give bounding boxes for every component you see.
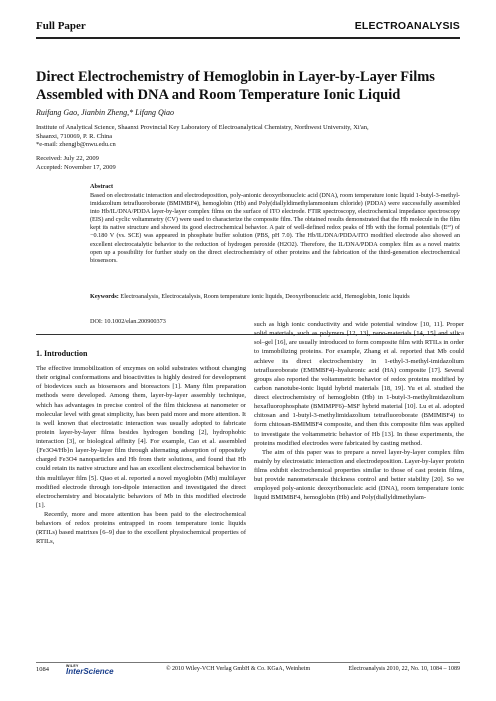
section-heading-introduction: 1. Introduction <box>36 349 88 358</box>
journal-name-label: ELECTROANALYSIS <box>354 20 460 32</box>
paragraph: Recently, more and more attention has been paid to the electrochemical behaviors of redox proteins entrapped in room temperature ionic liquids (RTILs) based matrixes [6–9] due to the excellent physiochemical properties of RTILs, <box>36 511 246 546</box>
abstract-text: Based on electrostatic interaction and electrodeposition, poly-anionic deoxyribonucleic acid (DNA), room temperature ionic liquid 1-butyl-3-methyl-imidazolium tetrafluoroborate (BMIMBF4), hemoglobin (Hb) and Poly(diallyldimethylammonium chloride) (PDDA) were successfully assembled into Hb/IL/DNA/PDDA layer-by-layer complex films on the surface of ITO electrode. FTIR spectroscopy, electrochemical impedance spectroscopy (EIS) and cyclic voltammetry (CV) were used to characterize the composite film. The obtained results demonstrated that the Hb molecule in the film kept its native structure and showed its good electrochemical behavior. A pair of well-defined redox peaks of Hb with the formal potentials (E°') of −0.180 V (vs. SCE) was appeared in phosphate buffer solution (PBS, pH 7.0). The Hb/IL/DNA/PDDA/ITO modified electrode also showed an excellent electrocatalytic behavior to the reduction of hydrogen peroxide (H2O2). Therefore, the IL/DNA/PDDA complex film as a novel matrix open up a possibility for further study on the direct electrochemistry of other proteins and the fabrication of the third-generation electrochemical biosensors. <box>90 192 460 264</box>
abstract-heading: Abstract <box>90 183 114 190</box>
logo-wordmark-main: InterScience <box>66 667 114 676</box>
body-column-left <box>36 364 246 547</box>
keywords-block <box>90 293 460 301</box>
header-rule <box>36 37 460 39</box>
affiliation-line-1: Institute of Analytical Science, Shaanxi Provincial Key Laboratory of Electroanalytical Chemistry, Northwest University, Xi'an, <box>36 124 369 131</box>
logo-wordmark-small: WILEY <box>66 664 79 668</box>
submission-dates <box>36 155 116 172</box>
page-number: 1084 <box>36 666 49 673</box>
article-type-label: Full Paper <box>36 20 86 32</box>
keywords-text: Electroanalysis, Electrocatalysis, Room temperature ionic liquids, Deoxyribonucleic acid, Hemoglobin, Ionic liquids <box>120 293 410 300</box>
copyright-notice: © 2010 Wiley-VCH Verlag GmbH & Co. KGaA, Weinheim <box>166 666 311 672</box>
accepted-date: Accepted: November 17, 2009 <box>36 163 116 171</box>
corresponding-email[interactable]: *e-mail: zhengjb@nwu.edu.cn <box>36 141 116 148</box>
running-header <box>36 20 460 34</box>
received-date: Received: July 22, 2009 <box>36 155 99 162</box>
keywords-label: Keywords: <box>90 293 119 300</box>
paragraph: The aim of this paper was to prepare a novel layer-by-layer complex film mainly by electrostatic interaction and electrodeposition. Layer-by-layer protein films exhibit electrochemical properties similar to those of cast protein films, but provide nanometerscale thickness control and better stability [20]. So we employed poly-anionic deoxyribonucleic acid (DNA), room temperature ionic liquid BMIMBF4, hemoglobin (Hb) and Poly(diallyldimethylam- <box>254 448 464 502</box>
author-list: Ruifang Gao, Jianbin Zheng,* Lifang Qiao <box>36 108 174 117</box>
publisher-logo <box>66 664 128 676</box>
paragraph: The effective immobilization of enzymes on solid substrates without changing their original conformations and bioactivities is highly desired for development of biodevices such as biosensors and bioreactors [1]. Many film preparation methods were developed. Among them, layer-by-layer assembly technique, which has advantages in precise control of the film thickness at nanometer or molecular level with great simplicity, has been paid more and more attention. It is well known that electrostatic interaction was usually adopted to fabricate protein layer-by-layer films besides hydrogen bonding [2], hydrophobic interaction [3], or biological affinity [4]. For example, Cao et al. assembled {Fe3O4/Hb}n layer-by-layer film through alternating adsorption of oppositely charged Fe3O4 nanoparticles and Hb from their solutions, and found that Hb could retain its native structure and has an excellent electrochemical behavior in this multilayer film [5]. Qiao et al. reported a novel myoglobin (Mb) multilayer modified electrode through ion-dipole interaction and investigated the direct electrochemistry and biocatalytic behaviors of Mb in this modified electrode [1]. <box>36 365 246 509</box>
journal-citation: Electroanalysis 2010, 22, No. 10, 1084 – 1089 <box>348 666 460 672</box>
footer-rule <box>36 662 460 663</box>
paper-title: Direct Electrochemistry of Hemoglobin in Layer-by-Layer Films Assembled with DNA and Room Temperature Ionic Liquid <box>36 69 435 103</box>
doi-link[interactable]: DOI: 10.1002/elan.200900373 <box>90 318 166 325</box>
paragraph: such as high ionic conductivity and wide potential window [10, 11]. Proper solid materials, such as polymers [12, 13], nano-materials [14, 15] and silica sol–gel [16], are usually introduced to form composite film with RTILs in order to immobilizing proteins. For example, Zhang et al. reported that Mb could achieve its direct electrochemistry in 1-ethyl-3-methyl-imidazolium tetrafluoroborate (EMIMBF4)–hyaluronic acid (HA) composite [17]. Several groups also reported the voltammetric behavior of redox proteins modified by carbon nanotube-ionic liquid hybrid materials [18, 19]. Yu et al. studied the direct electrochemistry of hemoglobin (Hb) in 1-butyl-3-methylimidazolium hexafluorophosphate (BMIMPF6)–MSF hybrid material [10]. Lu et al. adopted chitosan and 1-butyl-3-methylimidazolium tetrafluoroborate (BMIMBF4) to form chitosan-BMIMBF4 composite, and then this composite film was applied to investigate the voltammetric behavior of Hb [13]. In these experiments, the proteins modified electrodes were fabricated by casting method. <box>254 321 464 447</box>
body-column-right <box>254 320 464 503</box>
affiliation-line-2: Shaanxi, 710069, P. R. China <box>36 132 113 140</box>
affiliation <box>36 124 461 150</box>
